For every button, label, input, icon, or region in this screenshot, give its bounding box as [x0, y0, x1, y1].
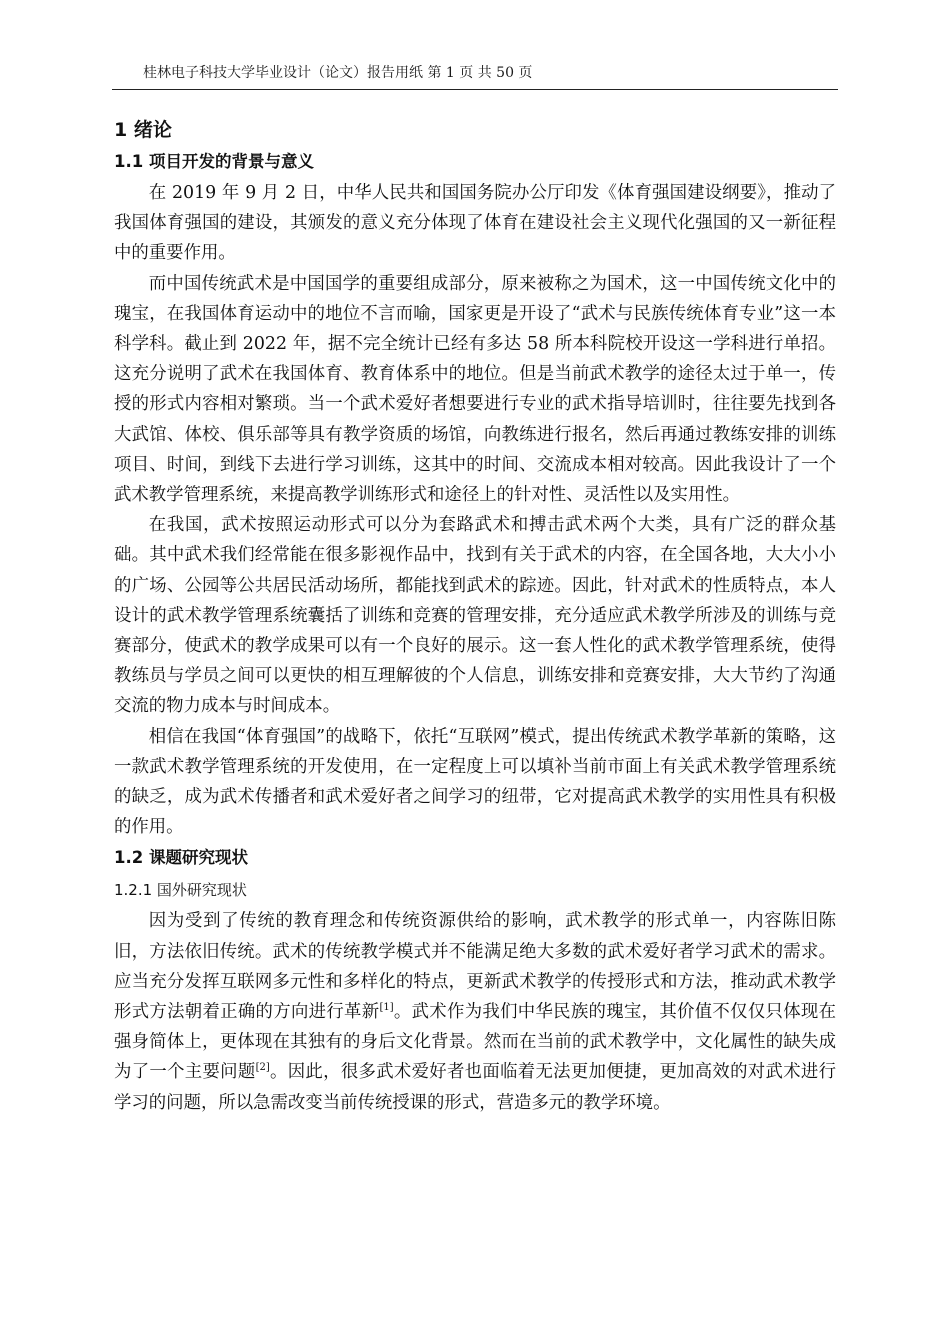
- paragraph: 在我国，武术按照运动形式可以分为套路武术和搏击武术两个大类，具有广泛的群众基础。其中武术我们经常能在很多影视作品中，找到有关于武术的内容，在全国各地，大大小小的广场、公园等公共居民活动场所，都能找到武术的踪迹。因此，针对武术的性质特点，本人设计的武术教学管理系统囊括了训练和竞赛的管理安排，充分适应武术教学所涉及的训练与竞赛部分，使武术的教学成果可以有一个良好的展示。这一套人性化的武术教学管理系统，使得教练员与学员之间可以更快的相互理解彼的个人信息，训练安排和竞赛安排，大大节约了沟通交流的物力成本与时间成本。: [114, 515, 836, 717]
- paragraph-text: 因为受到了传统的教育理念和传统资源供给的影响，武术教学的形式单一，内容陈旧陈旧，方法依旧传统。武术的传统教学模式并不能满足绝大多数的武术爱好者学习武术的需求。应当充分发挥互联网多元性和多样化的特点，更新武术教学的传授形式和方法，推动武术教学形式方法朝着正确的方向进行革新: [114, 911, 836, 1023]
- paragraph-text: 。武术作为我们中华民族的瑰宝，其价值不仅仅只体现在强身简体上，更体现在其独有的身后文化背景。然而在当前的武术教学中，文化属性的缺失成为了一个主要问题: [114, 1002, 836, 1083]
- section-title-1-1: 1.1 项目开发的背景与意义: [114, 152, 314, 171]
- header-rule: [112, 89, 838, 90]
- paragraph: 在 2019 年 9 月 2 日，中华人民共和国国务院办公厅印发《体育强国建设纲要》，推动了我国体育强国的建设，其颁发的意义充分体现了体育在建设社会主义现代化强国的又一新征程中的重要作用。: [114, 183, 836, 264]
- paragraph: 相信在我国“体育强国”的战略下，依托“互联网”模式，提出传统武术教学革新的策略，这一款武术教学管理系统的开发使用，在一定程度上可以填补当前市面上有关武术教学管理系统的缺乏，成为武术传播者和武术爱好者之间学习的纽带，它对提高武术教学的实用性具有积极的作用。: [114, 726, 836, 838]
- page-header: 桂林电子科技大学毕业设计（论文）报告用纸 第 1 页 共 50 页: [143, 65, 533, 81]
- paragraph: 而中国传统武术是中国国学的重要组成部分，原来被称之为国术，这一中国传统文化中的瑰宝，在我国体育运动中的地位不言而喻，国家更是开设了“武术与民族传统体育专业”这一本科学科。截止到 2022 年，据不完全统计已经有多达 58 所本科院校开设这一学科进行单招。这充分说明了武术在我国体育、教育体系中的地位。但是当前武术教学的途径太过于单一，传授的形式内容相对繁琐。当一个武术爱好者想要进行专业的武术指导培训时，往往要先找到各大武馆、体校、俱乐部等具有教学资质的场馆，向教练进行报名，然后再通过教练安排的训练项目、时间，到线下去进行学习训练，这其中的时间、交流成本相对较高。因此我设计了一个武术教学管理系统，来提高教学训练形式和途径上的针对性、灵活性以及实用性。: [114, 273, 836, 506]
- chapter-title: 1 绪论: [114, 119, 172, 141]
- citation-ref-1[interactable]: [1]: [379, 1002, 394, 1014]
- page-body: [114, 114, 836, 1118]
- citation-ref-2[interactable]: [2]: [255, 1062, 270, 1074]
- section-title-1-2: 1.2 课题研究现状: [114, 848, 248, 868]
- subsection-title-1-2-1: 1.2.1 国外研究现状: [114, 881, 247, 900]
- paragraph-text: 。因此，很多武术爱好者也面临着无法更加便捷，更加高效的对武术进行学习的问题，所以急需改变当前传统授课的形式，营造多元的教学环境。: [114, 1062, 836, 1113]
- paragraph-with-citations: [114, 906, 836, 1117]
